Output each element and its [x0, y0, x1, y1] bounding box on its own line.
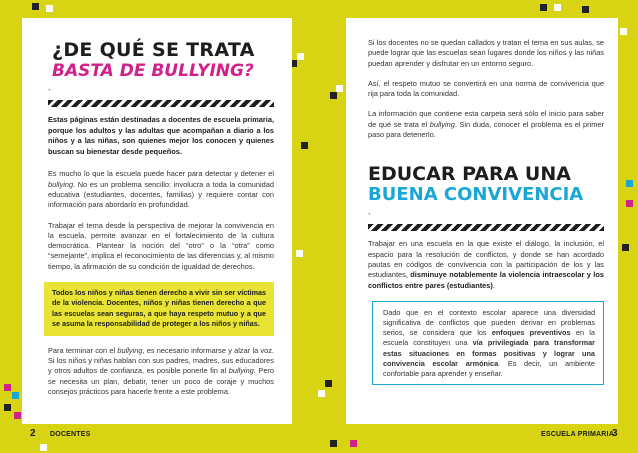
right-page	[346, 18, 618, 424]
pixel-decoration	[40, 444, 47, 451]
dashed-divider	[48, 100, 274, 107]
left-page	[22, 18, 292, 424]
pixel-decoration	[46, 5, 53, 12]
body-paragraph: Para terminar con el bullying, es necesario informarse y alzar la voz. Si los niños y niñas hablan con sus padres, madres, sus educadores y otros adultos de confianza, es posible ponerle fin al bullying. Pero se necesita un plan, debatir, tener un poco de coraje y muchos consejos prácticos para hacerle frente a este problema.	[48, 345, 275, 396]
lead-paragraph: Estas páginas están destinadas a docentes de escuela primaria, porque los adultos y las adultas que acompañan a diario a los niños y a las niñas, son quienes mejor los conocen y quienes buscan su bienestar desde pequeños.	[48, 115, 274, 156]
page-number-right: 3	[612, 428, 618, 439]
body-paragraph: Así, el respeto mutuo se convertirá en una norma de convivencia que rija para toda la comunidad.	[368, 78, 604, 99]
pixel-decoration	[626, 200, 633, 207]
pixel-decoration	[582, 6, 589, 13]
body-paragraph: La información que contiene esta carpeta será sólo el inicio para saber de qué se trata el bullying. Sin duda, conocer el problema es el primer paso para detenerlo.	[368, 109, 604, 140]
dashed-divider	[368, 224, 604, 231]
footer-right: ESCUELA PRIMARIA	[541, 431, 614, 438]
pixel-decoration	[325, 380, 332, 387]
page-subtitle: BASTA DE BULLYING?	[52, 61, 254, 81]
pixel-decoration	[4, 404, 11, 411]
section-subtitle: BUENA CONVIVENCIA	[368, 184, 584, 206]
pixel-decoration	[14, 412, 21, 419]
footer-left: DOCENTES	[50, 431, 91, 438]
tick-mark: `	[368, 212, 371, 223]
info-box: Dado que en el contexto escolar aparece una diversidad significativa de conflictos que pueden derivar en problemas serios, se considera que los enfoques preventivos en la escuela constituyen una vía privilegiada para transformar estas situaciones en formas positivas y lograr una convivencia escolar armónica. Es decir, un ambiente confortable para aprender y enseñar.	[372, 301, 604, 385]
pixel-decoration	[330, 440, 337, 447]
pixel-decoration	[626, 180, 633, 187]
pixel-decoration	[32, 3, 39, 10]
pixel-decoration	[540, 4, 547, 11]
pixel-decoration	[350, 440, 357, 447]
body-paragraph: Trabajar el tema desde la perspectiva de mejorar la convivencia en la escuela, permite avanzar en el fortalecimiento de la cultura democrática. Plantear la noción del “otro” o la “otra” como “semejante”, implica el reconocimiento de las diferencias y, al mismo tiempo, la afirmación de su condición de igualdad de derechos.	[48, 220, 274, 271]
pixel-decoration	[297, 53, 304, 60]
pixel-decoration	[301, 142, 308, 149]
pixel-decoration	[4, 384, 11, 391]
pixel-decoration	[622, 244, 629, 251]
highlight-box: Todos los niños y niñas tienen derecho a vivir sin ser víctimas de la violencia. Docentes, niños y niñas tienen derecho a que las escuelas sean seguras, a que haya respeto mutuo y a que se asuma la responsabilidad de proteger a los niños y niñas.	[44, 282, 274, 336]
section-title: EDUCAR PARA UNA	[368, 163, 571, 186]
pixel-decoration	[620, 28, 627, 35]
pixel-decoration	[318, 390, 325, 397]
page-number-left: 2	[30, 428, 36, 439]
pixel-decoration	[12, 392, 19, 399]
pixel-decoration	[554, 4, 561, 11]
pixel-decoration	[296, 250, 303, 257]
body-paragraph: Si los docentes no se quedan callados y tratan el tema en sus aulas, se puede lograr que las escuelas sean lugares donde los niños y las niñas puedan aprender y disfrutar en un entorno seguro.	[368, 38, 604, 68]
body-paragraph: Trabajar en una escuela en la que existe el diálogo, la inclusión, el espacio para la resolución de conflictos, y donde se han acordado pautas en códigos de convivencia con la participación de los y las estudiantes, disminuye notablemente la violencia intraescolar y los conflictos entre pares (estudiantes).	[368, 239, 604, 290]
pixel-decoration	[336, 85, 343, 92]
tick-mark: `	[48, 88, 51, 98]
page-title: ¿DE QUÉ SE TRATA	[52, 39, 255, 61]
pixel-decoration	[330, 92, 337, 99]
body-paragraph: Es mucho lo que la escuela puede hacer para detectar y detener el bullying. No es un problema sencillo: involucra a toda la comunidad educativa (estudiantes, docentes, familias) y requiere contar con información para abordarlo en profundidad.	[48, 169, 274, 210]
